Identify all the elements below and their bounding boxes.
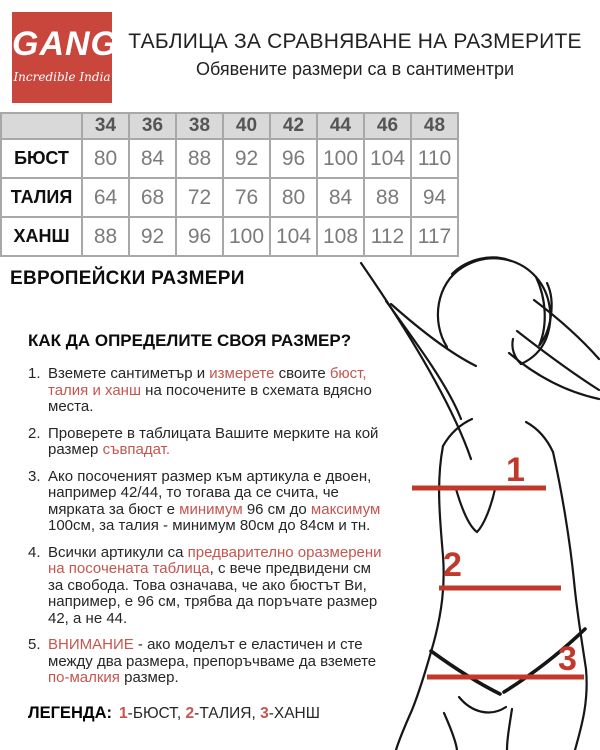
text-segment: Всички артикули са xyxy=(48,543,188,561)
instruction-item xyxy=(28,366,388,416)
measurement-figure-illustration xyxy=(338,256,600,750)
instruction-text xyxy=(48,469,388,535)
legend-segment: -БЮСТ, xyxy=(127,705,186,722)
size-column-header: 34 xyxy=(82,113,129,139)
size-value: 64 xyxy=(82,178,129,217)
page-subtitle: Обявените размери са в сантиментри xyxy=(195,59,515,79)
european-sizes-heading: ЕВРОПЕЙСКИ РАЗМЕРИ xyxy=(10,268,245,289)
size-value: 104 xyxy=(364,139,411,178)
legend xyxy=(28,704,320,723)
size-value: 84 xyxy=(317,178,364,217)
text-segment: 100см, за талия - минимум 80см до 84см и тн. xyxy=(48,517,371,534)
text-segment: измерете xyxy=(209,365,275,382)
size-value: 112 xyxy=(364,217,411,256)
row-label: ХАНШ xyxy=(1,217,82,256)
size-column-header: 38 xyxy=(176,113,223,139)
size-value: 100 xyxy=(223,217,270,256)
instructions-list xyxy=(28,366,388,697)
text-segment: Ако посоченият размер към артикула е двоен, например 42/44, то тогава да се счита, че мярката за бюст е xyxy=(48,467,372,518)
size-column-header: 42 xyxy=(270,113,317,139)
instruction-item xyxy=(28,426,388,459)
instruction-text xyxy=(48,545,388,628)
page-title: ТАБЛИЦА ЗА СРАВНЯВАНЕ НА РАЗМЕРИТЕ xyxy=(128,30,582,53)
text-segment: своите xyxy=(274,365,330,382)
size-comparison-table xyxy=(0,112,459,257)
table-header-row xyxy=(1,113,458,139)
instruction-number: 1. xyxy=(28,365,41,382)
row-label: ТАЛИЯ xyxy=(1,178,82,217)
size-column-header: 36 xyxy=(129,113,176,139)
figure-inner-right-leg xyxy=(507,709,512,750)
text-segment: 96 см до xyxy=(242,500,311,518)
text-segment: предварително оразмерени на посочената таблица xyxy=(48,543,382,577)
brand-name: GANG xyxy=(12,25,118,63)
size-value: 88 xyxy=(364,178,411,217)
size-value: 68 xyxy=(129,178,176,217)
size-column-header: 44 xyxy=(317,113,364,139)
instruction-number: 4. xyxy=(28,543,41,561)
text-segment: съвпадат. xyxy=(102,441,171,458)
size-column-header: 40 xyxy=(223,113,270,139)
legend-segment: -ХАНШ xyxy=(268,705,320,722)
size-column-header: 46 xyxy=(364,113,411,139)
bust-line-label: 1 xyxy=(506,451,525,489)
text-segment: на посочените в схемата вдясно места. xyxy=(48,381,372,415)
size-value: 88 xyxy=(82,217,129,256)
table-corner-cell xyxy=(1,113,82,139)
text-segment: минимум xyxy=(179,500,243,518)
size-value: 92 xyxy=(129,217,176,256)
size-value: 72 xyxy=(176,178,223,217)
instruction-number: 2. xyxy=(28,424,41,442)
figure-inner-left-leg xyxy=(444,713,457,750)
figure-bikini-left xyxy=(431,651,500,694)
figure-right-torso-leg xyxy=(553,452,587,750)
size-value: 94 xyxy=(411,178,458,217)
figure-back-hair-tip xyxy=(456,489,495,532)
header-titles xyxy=(112,30,598,80)
legend-segment: -ТАЛИЯ, xyxy=(194,705,261,722)
instruction-item xyxy=(28,469,388,535)
text-segment: ВНИМАНИЕ xyxy=(48,636,134,653)
instruction-item xyxy=(28,545,388,628)
instruction-text xyxy=(48,366,388,416)
instruction-item xyxy=(28,637,388,687)
table-row xyxy=(1,217,458,256)
instruction-number: 3. xyxy=(28,467,41,485)
howto-heading: КАК ДА ОПРЕДЕЛИТЕ СВОЯ РАЗМЕР? xyxy=(28,331,352,350)
size-value: 96 xyxy=(270,139,317,178)
legend-label: ЛЕГЕНДА: xyxy=(28,704,113,722)
size-value: 108 xyxy=(317,217,364,256)
waist-line-label: 2 xyxy=(443,546,462,584)
legend-segment: 1 xyxy=(119,705,128,722)
instruction-text xyxy=(48,426,388,459)
text-segment: Проверете в таблицата Вашите мерките на кой размер xyxy=(48,424,379,458)
table-row xyxy=(1,178,458,217)
size-value: 117 xyxy=(411,217,458,256)
size-value: 104 xyxy=(270,217,317,256)
table-row xyxy=(1,139,458,178)
figure-head-outline xyxy=(438,258,550,364)
legend-segment: 2 xyxy=(185,705,195,722)
size-value: 84 xyxy=(129,139,176,178)
instruction-number: 5. xyxy=(28,636,41,653)
figure-left-forearm xyxy=(391,304,476,366)
text-segment: бюст, талия и ханш xyxy=(48,365,367,399)
size-value: 76 xyxy=(223,178,270,217)
figure-right-armpit xyxy=(526,422,553,452)
text-segment: по-малкия xyxy=(48,669,120,686)
size-value: 100 xyxy=(317,139,364,178)
text-segment: Вземете сантиметър и xyxy=(48,365,210,382)
legend-segment: 3 xyxy=(260,705,269,722)
brand-tagline: Incredible India xyxy=(13,70,111,84)
text-segment: - ако моделът е еластичен и сте между два размера, препоръчваме да вземете xyxy=(48,636,377,670)
legend-text xyxy=(119,705,320,722)
figure-crotch xyxy=(459,697,506,712)
text-segment: размер. xyxy=(119,669,179,686)
size-value: 92 xyxy=(223,139,270,178)
size-value: 88 xyxy=(176,139,223,178)
brand-logo xyxy=(12,12,118,103)
text-segment: максимум xyxy=(310,500,381,518)
size-value: 80 xyxy=(82,139,129,178)
size-value: 110 xyxy=(411,139,458,178)
row-label: БЮСТ xyxy=(1,139,82,178)
instruction-text xyxy=(48,637,388,687)
figure-left-torso-leg xyxy=(396,446,444,750)
size-value: 80 xyxy=(270,178,317,217)
hip-line-label: 3 xyxy=(558,640,577,678)
text-segment: , с вече предвидени см за свобода. Това означава, че ако бюстът Ви, например, е 96 см, трябва да поръчате размер 42, а не 44. xyxy=(48,560,378,627)
size-column-header: 48 xyxy=(411,113,458,139)
size-value: 96 xyxy=(176,217,223,256)
